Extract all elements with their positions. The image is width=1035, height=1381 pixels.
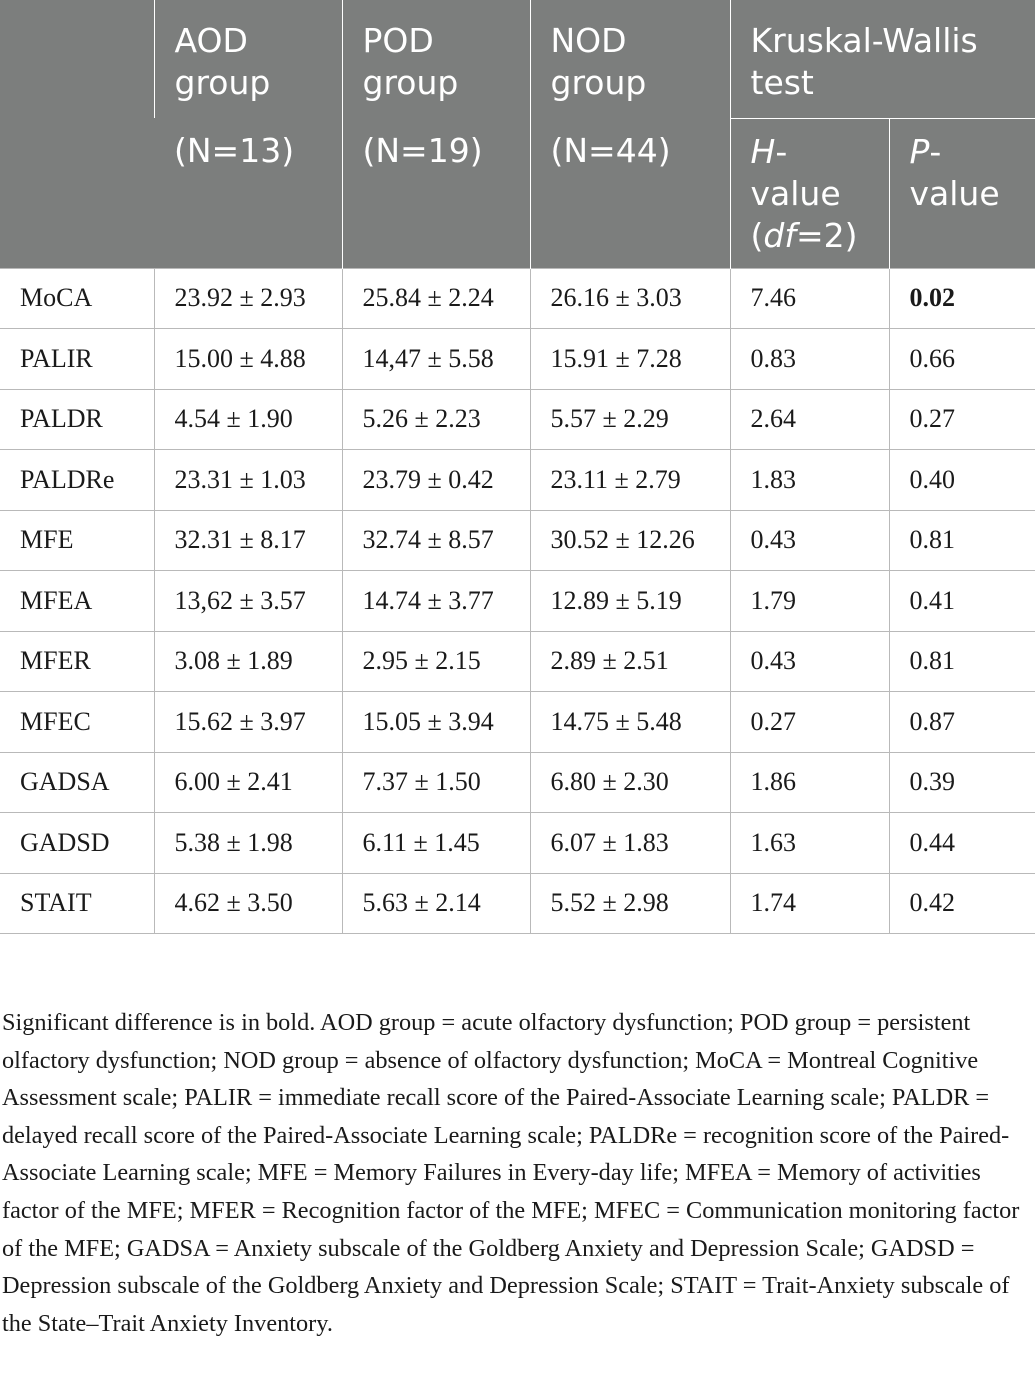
- nod-value: 5.52 ± 2.98: [530, 873, 730, 934]
- row-label: MoCA: [0, 268, 154, 329]
- h-value: 1.74: [730, 873, 889, 934]
- p-symbol: P: [909, 131, 930, 171]
- table-row: [0, 692, 1035, 753]
- p-value: 0.02: [889, 268, 1035, 329]
- aod-value: 5.38 ± 1.98: [154, 813, 342, 874]
- h-value-label: -value (: [750, 131, 841, 255]
- nod-value: 2.89 ± 2.51: [530, 631, 730, 692]
- h-value: 1.79: [730, 571, 889, 632]
- aod-value: 3.08 ± 1.89: [154, 631, 342, 692]
- aod-value: 15.00 ± 4.88: [154, 329, 342, 390]
- p-value: 0.27: [889, 389, 1035, 450]
- h-symbol: H: [750, 131, 776, 171]
- p-value: 0.66: [889, 329, 1035, 390]
- header-nod-title: NOD group: [530, 0, 730, 118]
- table-row: [0, 571, 1035, 632]
- p-value-label: -value: [909, 131, 1000, 213]
- row-label: MFEC: [0, 692, 154, 753]
- p-value: 0.42: [889, 873, 1035, 934]
- nod-value: 6.80 ± 2.30: [530, 752, 730, 813]
- pod-value: 25.84 ± 2.24: [342, 268, 530, 329]
- row-label: PALDR: [0, 389, 154, 450]
- pod-value: 32.74 ± 8.57: [342, 510, 530, 571]
- table-row: [0, 873, 1035, 934]
- table-row: [0, 510, 1035, 571]
- pod-value: 23.79 ± 0.42: [342, 450, 530, 511]
- nod-value: 6.07 ± 1.83: [530, 813, 730, 874]
- aod-value: 4.62 ± 3.50: [154, 873, 342, 934]
- row-label: STAIT: [0, 873, 154, 934]
- aod-value: 13,62 ± 3.57: [154, 571, 342, 632]
- h-value: 2.64: [730, 389, 889, 450]
- table-row: [0, 813, 1035, 874]
- header-h-value: [730, 118, 889, 268]
- nod-value: 12.89 ± 5.19: [530, 571, 730, 632]
- pod-value: 6.11 ± 1.45: [342, 813, 530, 874]
- header-aod-title: AOD group: [154, 0, 342, 118]
- table-row: [0, 450, 1035, 511]
- header-pod-title: POD group: [342, 0, 530, 118]
- header-aod-n: (N=13): [154, 118, 342, 268]
- pod-value: 15.05 ± 3.94: [342, 692, 530, 753]
- header-pod-n: (N=19): [342, 118, 530, 268]
- header-p-value: [889, 118, 1035, 268]
- header-corner-cell: [0, 0, 154, 268]
- nod-value: 5.57 ± 2.29: [530, 389, 730, 450]
- nod-value: 26.16 ± 3.03: [530, 268, 730, 329]
- h-value: 0.43: [730, 510, 889, 571]
- table-row: [0, 389, 1035, 450]
- table-row: [0, 329, 1035, 390]
- nod-value: 30.52 ± 12.26: [530, 510, 730, 571]
- row-label: MFEA: [0, 571, 154, 632]
- p-value: 0.81: [889, 631, 1035, 692]
- table-body: [0, 268, 1035, 934]
- p-value: 0.39: [889, 752, 1035, 813]
- nod-value: 23.11 ± 2.79: [530, 450, 730, 511]
- row-label: PALDRe: [0, 450, 154, 511]
- pod-value: 5.26 ± 2.23: [342, 389, 530, 450]
- pod-value: 7.37 ± 1.50: [342, 752, 530, 813]
- pod-value: 2.95 ± 2.15: [342, 631, 530, 692]
- aod-value: 32.31 ± 8.17: [154, 510, 342, 571]
- table-footnote: Significant difference is in bold. AOD group = acute olfactory dysfunction; POD group = persistent olfactory dysfunction; NOD group = absence of olfactory dysfunction; MoCA = Montreal Cognitive Assessment scale; PALIR = immediate recall score of the Paired-Associate Learning scale; PALDR = delayed recall score of the Paired-Associate Learning scale; PALDRe = recognition score of the Paired-Associate Learning scale; MFE = Memory Failures in Every-day life; MFEA = Memory of activities factor of the MFE; MFER = Recognition factor of the MFE; MFEC = Communication monitoring factor of the MFE; GADSA = Anxiety subscale of the Goldberg Anxiety and Depression Scale; GADSD = Depression subscale of the Goldberg Anxiety and Depression Scale; STAIT = Trait-Anxiety subscale of the State–Trait Anxiety Inventory.: [2, 1009, 1020, 1337]
- nod-value: 14.75 ± 5.48: [530, 692, 730, 753]
- p-value: 0.41: [889, 571, 1035, 632]
- aod-value: 6.00 ± 2.41: [154, 752, 342, 813]
- p-value: 0.87: [889, 692, 1035, 753]
- aod-value: 15.62 ± 3.97: [154, 692, 342, 753]
- df-symbol: df: [763, 215, 796, 255]
- h-value: 7.46: [730, 268, 889, 329]
- h-value: 0.83: [730, 329, 889, 390]
- p-value: 0.44: [889, 813, 1035, 874]
- aod-value: 23.31 ± 1.03: [154, 450, 342, 511]
- h-value: 0.43: [730, 631, 889, 692]
- p-value: 0.81: [889, 510, 1035, 571]
- header-row-subtitles: [0, 118, 1035, 268]
- row-label: GADSD: [0, 813, 154, 874]
- header-nod-n: (N=44): [530, 118, 730, 268]
- table-row: [0, 268, 1035, 329]
- aod-value: 4.54 ± 1.90: [154, 389, 342, 450]
- df-value: =2): [795, 215, 858, 255]
- header-row-groups: [0, 0, 1035, 118]
- h-value: 1.86: [730, 752, 889, 813]
- row-label: MFE: [0, 510, 154, 571]
- row-label: PALIR: [0, 329, 154, 390]
- pod-value: 14.74 ± 3.77: [342, 571, 530, 632]
- aod-value: 23.92 ± 2.93: [154, 268, 342, 329]
- table-header: [0, 0, 1035, 268]
- row-label: MFER: [0, 631, 154, 692]
- row-label: GADSA: [0, 752, 154, 813]
- pod-value: 5.63 ± 2.14: [342, 873, 530, 934]
- pod-value: 14,47 ± 5.58: [342, 329, 530, 390]
- table-row: [0, 752, 1035, 813]
- table-row: [0, 631, 1035, 692]
- header-kruskal-wallis-title: Kruskal-Wallis test: [730, 0, 1035, 118]
- nod-value: 15.91 ± 7.28: [530, 329, 730, 390]
- h-value: 1.83: [730, 450, 889, 511]
- h-value: 0.27: [730, 692, 889, 753]
- h-value: 1.63: [730, 813, 889, 874]
- p-value: 0.40: [889, 450, 1035, 511]
